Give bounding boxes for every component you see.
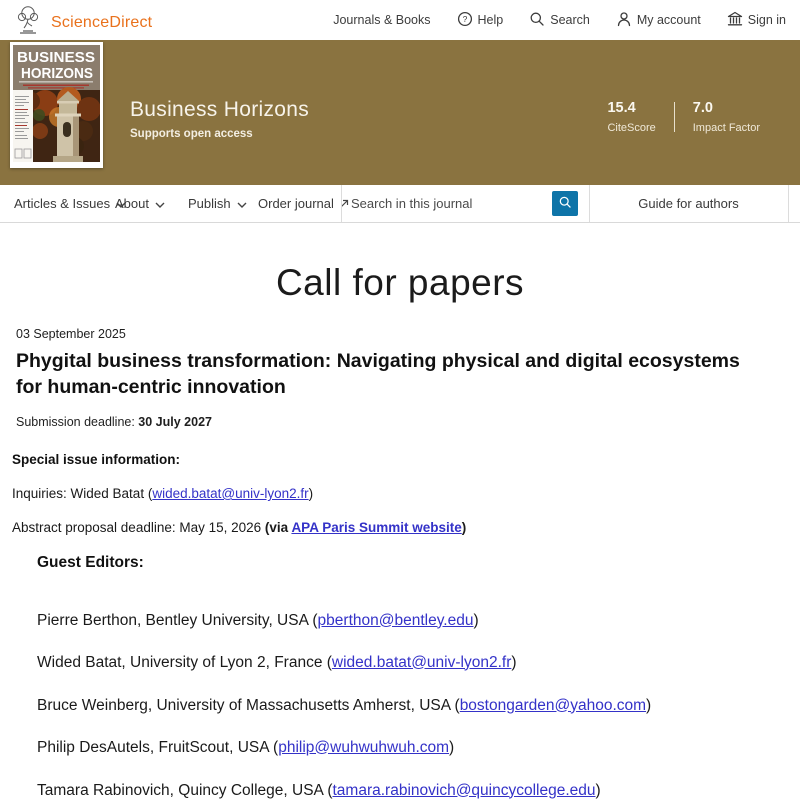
editor-suffix: ) xyxy=(449,738,455,756)
nav-my-account[interactable] xyxy=(616,11,701,30)
nav-publish-label: Publish xyxy=(188,196,231,211)
impact-factor-value: 7.0 xyxy=(692,100,713,116)
journal-cover-image[interactable] xyxy=(10,42,103,168)
nav-order-journal-label: Order journal xyxy=(258,196,334,211)
abstract-suffix: ) xyxy=(461,520,467,535)
guide-for-authors-label: Guide for authors xyxy=(638,196,739,211)
nav-search-label: Search xyxy=(550,13,590,27)
guest-editors-heading: Guest Editors: xyxy=(37,554,144,571)
top-nav xyxy=(333,0,786,40)
nav-my-account-label: My account xyxy=(636,13,701,27)
guest-editor-row xyxy=(37,782,601,800)
elsevier-tree-icon xyxy=(14,5,42,40)
guide-for-authors-link[interactable] xyxy=(589,185,788,222)
submission-deadline-value: 30 July 2027 xyxy=(138,415,212,429)
journal-title[interactable]: Business Horizons xyxy=(130,98,310,121)
nav-help-label: Help xyxy=(477,13,504,27)
search-icon xyxy=(529,11,545,30)
editor-suffix: ) xyxy=(473,611,479,629)
page-title: Call for papers xyxy=(275,261,525,303)
chevron-down-icon xyxy=(237,196,247,211)
nav-publish[interactable] xyxy=(188,185,247,222)
nav-about[interactable] xyxy=(115,185,165,222)
guest-editor-row xyxy=(37,697,651,715)
nav-order-journal[interactable] xyxy=(258,185,349,222)
inquiries-email-link[interactable]: wided.batat@univ-lyon2.fr xyxy=(152,486,309,501)
editor-text: Tamara Rabinovich, Quincy College, USA ( xyxy=(37,781,333,799)
citescore-label: CiteScore xyxy=(607,122,656,134)
editor-email-link[interactable]: pberthon@bentley.edu xyxy=(317,611,474,629)
institution-icon xyxy=(727,11,743,30)
nav-articles-issues-label: Articles & Issues xyxy=(14,196,111,211)
metric-citescore xyxy=(589,100,673,134)
metric-impact-factor xyxy=(675,100,778,134)
journal-nav xyxy=(0,185,800,223)
impact-factor-label: Impact Factor xyxy=(692,122,760,134)
chevron-down-icon xyxy=(155,196,165,211)
nav-search[interactable] xyxy=(529,11,590,30)
nav-about-label: About xyxy=(115,196,149,211)
apa-summit-link[interactable]: APA Paris Summit website xyxy=(291,520,462,535)
abstract-via-text: (via xyxy=(264,520,292,535)
publish-date: 03 September 2025 xyxy=(16,327,126,341)
nav-journals-books[interactable] xyxy=(333,13,430,27)
inquiries-suffix: ) xyxy=(308,486,314,501)
search-icon xyxy=(558,195,572,212)
top-header xyxy=(0,0,800,40)
inquiries-line xyxy=(12,486,313,501)
guest-editor-row xyxy=(37,612,479,630)
abstract-deadline-line xyxy=(12,520,466,535)
inquiries-text: Inquiries: Wided Batat ( xyxy=(12,486,153,501)
svg-text:?: ? xyxy=(462,13,467,24)
sciencedirect-logo[interactable] xyxy=(14,5,152,40)
special-issue-heading: Special issue information: xyxy=(12,452,181,467)
citescore-value: 15.4 xyxy=(607,100,636,116)
nav-sign-in-label: Sign in xyxy=(747,13,786,27)
editor-suffix: ) xyxy=(511,653,517,671)
guest-editor-row xyxy=(37,739,454,757)
svg-text:HORIZONS: HORIZONS xyxy=(21,65,93,82)
editor-text: Wided Batat, University of Lyon 2, France ( xyxy=(37,653,332,671)
editor-text: Philip DesAutels, FruitScout, USA ( xyxy=(37,738,279,756)
editor-suffix: ) xyxy=(646,696,652,714)
open-access-label: Supports open access xyxy=(130,128,253,140)
nav-help[interactable] xyxy=(457,11,504,30)
nav-sign-in[interactable] xyxy=(727,11,786,30)
journal-search-button[interactable] xyxy=(552,191,578,216)
editor-email-link[interactable]: tamara.rabinovich@quincycollege.edu xyxy=(332,781,596,799)
journal-banner xyxy=(0,40,800,185)
guest-editor-row xyxy=(37,654,517,672)
editor-email-link[interactable]: wided.batat@univ-lyon2.fr xyxy=(331,653,512,671)
editor-email-link[interactable]: bostongarden@yahoo.com xyxy=(459,696,647,714)
submission-deadline-label: Submission deadline: xyxy=(16,415,139,429)
editor-text: Bruce Weinberg, University of Massachusetts Amherst, USA ( xyxy=(37,696,460,714)
nav-articles-issues[interactable] xyxy=(14,185,126,222)
abstract-deadline-text: Abstract proposal deadline: May 15, 2026 xyxy=(12,520,265,535)
help-icon xyxy=(457,11,473,30)
editor-suffix: ) xyxy=(595,781,601,799)
person-icon xyxy=(616,11,632,30)
brand-name: ScienceDirect xyxy=(51,13,153,31)
editor-text: Pierre Berthon, Bentley University, USA ( xyxy=(37,611,318,629)
submission-deadline xyxy=(16,415,212,429)
svg-text:BUSINESS: BUSINESS xyxy=(17,49,95,66)
journal-search xyxy=(341,185,556,222)
nav-journals-books-label: Journals & Books xyxy=(333,13,431,27)
editor-email-link[interactable]: philip@wuhwuhwuh.com xyxy=(278,738,450,756)
nav-divider xyxy=(788,185,789,222)
journal-search-input[interactable] xyxy=(341,185,556,222)
call-title: Phygital business transformation: Navigating physical and digital ecosystems for human-centric innovation xyxy=(16,350,740,398)
journal-metrics xyxy=(589,100,778,134)
